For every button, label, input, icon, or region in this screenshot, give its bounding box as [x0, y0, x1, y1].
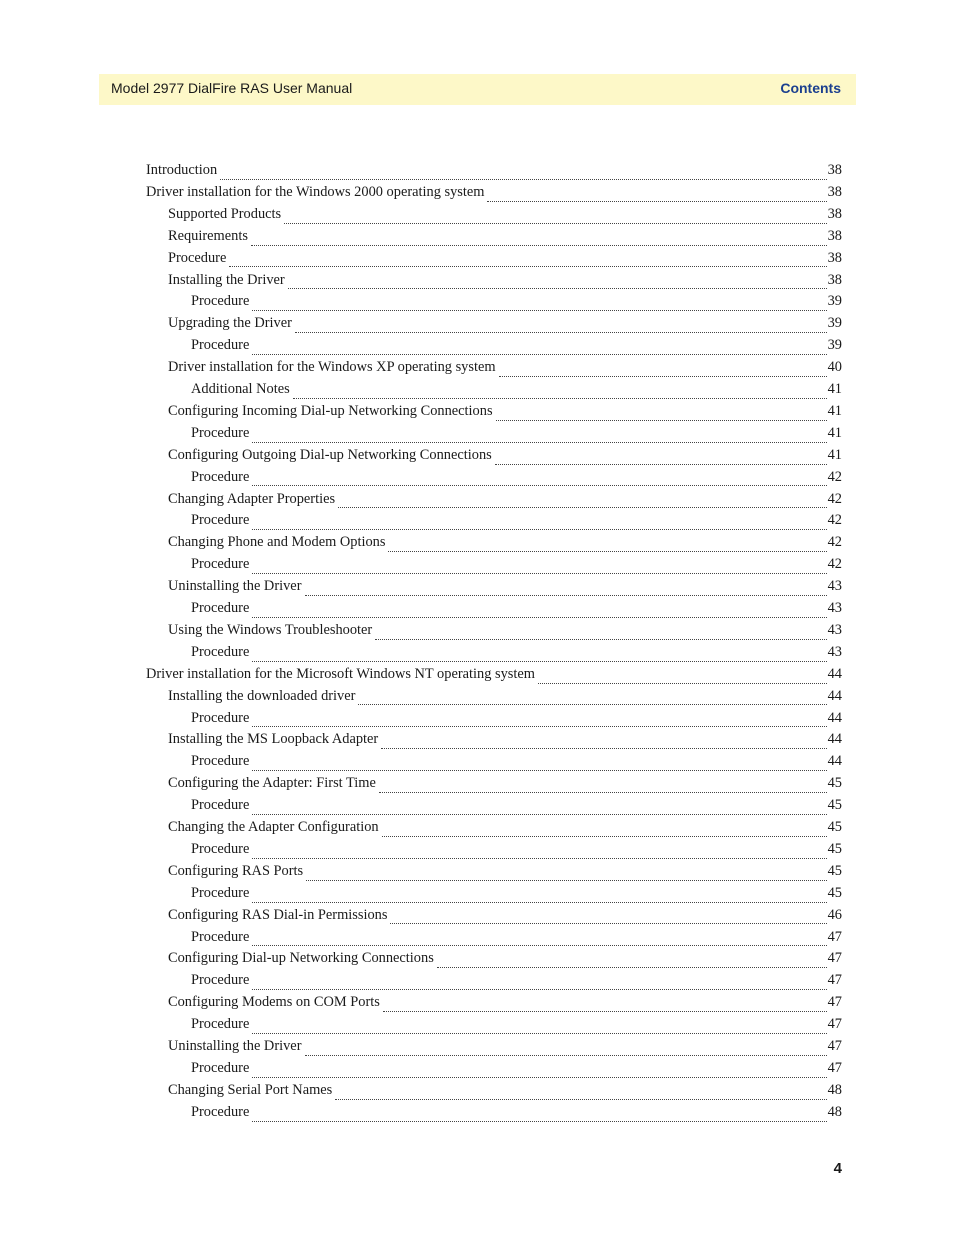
toc-entry-label: Configuring Incoming Dial-up Networking Connections	[168, 402, 493, 419]
dot-leader	[288, 288, 827, 289]
toc-entry-label: Configuring Dial-up Networking Connections	[168, 950, 434, 967]
dot-leader	[383, 1011, 827, 1012]
toc-entry-label: Procedure	[191, 424, 250, 441]
toc-entry[interactable]	[168, 731, 842, 753]
dot-leader	[252, 1121, 826, 1122]
toc-entry-label: Configuring RAS Ports	[168, 862, 304, 879]
toc-entry[interactable]	[146, 184, 842, 206]
dot-leader	[306, 880, 826, 881]
running-header	[99, 74, 856, 105]
toc-entry-page: 48	[827, 1081, 842, 1098]
toc-entry[interactable]	[146, 666, 842, 688]
toc-entry[interactable]	[191, 753, 842, 775]
dot-leader	[382, 836, 827, 837]
toc-entry-label: Driver installation for the Microsoft Windows NT operating system	[146, 665, 535, 682]
toc-entry-label: Installing the downloaded driver	[168, 687, 356, 704]
toc-entry-label: Upgrading the Driver	[168, 315, 292, 332]
toc-entry[interactable]	[191, 469, 842, 491]
toc-entry-page: 38	[827, 183, 842, 200]
toc-entry-label: Procedure	[191, 753, 250, 770]
toc-entry[interactable]	[168, 534, 842, 556]
dot-leader	[252, 770, 826, 771]
toc-entry-label: Procedure	[191, 512, 250, 529]
toc-entry-page: 45	[827, 819, 842, 835]
toc-entry-label: Procedure	[191, 797, 250, 814]
toc-entry[interactable]	[191, 425, 842, 447]
dot-leader	[381, 748, 826, 749]
toc-entry-label: Changing Adapter Properties	[168, 490, 336, 507]
dot-leader	[305, 1055, 827, 1056]
toc-entry[interactable]	[191, 381, 842, 403]
toc-entry[interactable]	[191, 710, 842, 732]
dot-leader	[220, 179, 826, 180]
toc-entry-label: Changing Serial Port Names	[168, 1081, 333, 1098]
dot-leader	[252, 310, 826, 311]
toc-entry-label: Changing the Adapter Configuration	[168, 819, 379, 835]
toc-entry-page: 47	[827, 972, 842, 989]
toc-entry-page: 46	[827, 906, 842, 923]
dot-leader	[252, 442, 826, 443]
toc-entry-page: 40	[827, 359, 842, 376]
toc-entry-label: Requirements	[168, 227, 248, 244]
toc-entry-page: 38	[827, 162, 842, 178]
toc-entry[interactable]	[168, 315, 842, 337]
dot-leader	[358, 704, 826, 705]
toc-entry-label: Procedure	[191, 1016, 250, 1033]
dot-leader	[252, 726, 826, 727]
toc-entry-page: 38	[827, 205, 842, 222]
toc-entry[interactable]	[191, 972, 842, 994]
toc-entry-page: 39	[827, 337, 842, 354]
toc-entry[interactable]	[168, 491, 842, 513]
toc-entry[interactable]	[168, 250, 842, 272]
toc-entry-label: Procedure	[191, 293, 250, 310]
dot-leader	[335, 1099, 826, 1100]
dot-leader	[293, 398, 827, 399]
toc-entry-page: 45	[827, 884, 842, 901]
dot-leader	[284, 223, 826, 224]
dot-leader	[487, 201, 826, 202]
toc-entry-label: Procedure	[191, 600, 250, 616]
section-name-link[interactable]: Contents	[780, 80, 841, 96]
toc-entry[interactable]	[168, 1082, 842, 1104]
toc-entry-page: 44	[827, 665, 842, 682]
toc-entry[interactable]	[191, 1104, 842, 1126]
toc-entry-label: Driver installation for the Windows XP operating system	[168, 359, 496, 376]
toc-entry[interactable]	[168, 907, 842, 929]
toc-entry[interactable]	[168, 819, 842, 841]
toc-entry[interactable]	[191, 512, 842, 534]
toc-entry-label: Configuring Outgoing Dial-up Networking Connections	[168, 446, 492, 463]
dot-leader	[252, 1077, 826, 1078]
toc-entry[interactable]	[168, 950, 842, 972]
toc-entry-page: 43	[827, 621, 842, 638]
toc-entry-page: 42	[827, 490, 842, 507]
toc-entry[interactable]	[168, 359, 842, 381]
toc-entry[interactable]	[191, 556, 842, 578]
toc-entry-page: 45	[827, 775, 842, 792]
toc-entry-page: 45	[827, 840, 842, 857]
toc-entry[interactable]	[168, 1038, 842, 1060]
toc-entry-page: 45	[827, 797, 842, 814]
dot-leader	[252, 858, 826, 859]
toc-entry[interactable]	[146, 162, 842, 184]
toc-entry-label: Configuring the Adapter: First Time	[168, 775, 376, 792]
toc-entry-label: Procedure	[191, 972, 250, 989]
dot-leader	[305, 595, 827, 596]
toc-entry-label: Procedure	[191, 643, 250, 660]
toc-entry-label: Uninstalling the Driver	[168, 578, 302, 595]
dot-leader	[252, 945, 826, 946]
toc-entry[interactable]	[191, 797, 842, 819]
dot-leader	[252, 661, 826, 662]
toc-entry-page: 47	[827, 994, 842, 1011]
toc-entry[interactable]	[191, 600, 842, 622]
toc-entry-page: 44	[827, 709, 842, 726]
toc-entry-label: Procedure	[191, 1103, 250, 1120]
dot-leader	[338, 507, 827, 508]
dot-leader	[390, 923, 826, 924]
toc-entry-page: 43	[827, 643, 842, 660]
toc-entry[interactable]	[168, 206, 842, 228]
page-number: 4	[833, 1160, 842, 1177]
toc-entry-label: Procedure	[191, 884, 250, 901]
toc-entry-page: 39	[827, 315, 842, 332]
dot-leader	[499, 376, 827, 377]
dot-leader	[252, 573, 826, 574]
toc-entry-label: Configuring Modems on COM Ports	[168, 994, 380, 1011]
dot-leader	[252, 617, 826, 618]
toc-entry[interactable]	[168, 775, 842, 797]
dot-leader	[388, 551, 826, 552]
toc-entry[interactable]	[168, 622, 842, 644]
toc-entry-label: Changing Phone and Modem Options	[168, 534, 386, 551]
toc-entry-page: 42	[827, 556, 842, 573]
toc-entry-label: Installing the Driver	[168, 271, 285, 288]
toc-entry[interactable]	[168, 863, 842, 885]
toc-entry-page: 44	[827, 753, 842, 770]
toc-entry-label: Configuring RAS Dial-in Permissions	[168, 906, 388, 923]
toc-entry-page: 41	[827, 381, 842, 397]
dot-leader	[252, 989, 826, 990]
toc-entry[interactable]	[168, 688, 842, 710]
toc-entry-page: 42	[827, 512, 842, 529]
toc-entry[interactable]	[191, 337, 842, 359]
toc-entry[interactable]	[191, 929, 842, 951]
dot-leader	[252, 354, 826, 355]
toc-entry-page: 42	[827, 468, 842, 485]
toc-entry-page: 39	[827, 293, 842, 310]
toc-entry-label: Procedure	[191, 1059, 250, 1076]
dot-leader	[379, 792, 827, 793]
toc-entry-label: Procedure	[191, 337, 250, 354]
toc-entry-page: 38	[827, 271, 842, 288]
toc-entry-label: Using the Windows Troubleshooter	[168, 621, 373, 638]
toc-entry[interactable]	[168, 994, 842, 1016]
dot-leader	[252, 902, 826, 903]
toc-entry-page: 44	[827, 687, 842, 704]
toc-entry-page: 38	[827, 227, 842, 244]
toc-entry-page: 38	[827, 249, 842, 266]
toc-entry[interactable]	[191, 1060, 842, 1082]
dot-leader	[538, 683, 827, 684]
dot-leader	[229, 266, 826, 267]
toc-entry[interactable]	[168, 403, 842, 425]
toc-entry[interactable]	[191, 1016, 842, 1038]
dot-leader	[251, 245, 827, 246]
toc-entry[interactable]	[191, 293, 842, 315]
toc-entry-label: Procedure	[191, 468, 250, 485]
toc-entry[interactable]	[191, 841, 842, 863]
toc-entry-label: Uninstalling the Driver	[168, 1038, 302, 1054]
toc-entry[interactable]	[168, 578, 842, 600]
toc-entry-label: Supported Products	[168, 205, 282, 222]
toc-entry-page: 47	[827, 1059, 842, 1076]
toc-entry-page: 47	[827, 1038, 842, 1054]
toc-entry-label: Procedure	[191, 928, 250, 945]
dot-leader	[252, 529, 826, 530]
toc-entry-page: 43	[827, 578, 842, 595]
toc-entry-page: 41	[827, 402, 842, 419]
dot-leader	[495, 464, 827, 465]
toc-entry-page: 45	[827, 862, 842, 879]
toc-entry-label: Procedure	[191, 556, 250, 573]
dot-leader	[295, 332, 827, 333]
toc-entry-label: Installing the MS Loopback Adapter	[168, 731, 379, 748]
toc-entry-page: 47	[827, 950, 842, 967]
dot-leader	[375, 639, 826, 640]
toc-entry[interactable]	[168, 447, 842, 469]
dot-leader	[496, 420, 827, 421]
toc-entry-page: 47	[827, 1016, 842, 1033]
toc-entry-page: 41	[827, 424, 842, 441]
toc-entry-page: 48	[827, 1103, 842, 1120]
toc-entry-label: Introduction	[146, 162, 218, 178]
dot-leader	[252, 485, 826, 486]
toc-entry-label: Procedure	[168, 249, 227, 266]
document-title: Model 2977 DialFire RAS User Manual	[111, 80, 353, 96]
toc-entry[interactable]	[168, 228, 842, 250]
toc-entry-label: Driver installation for the Windows 2000 operating system	[146, 183, 485, 200]
toc-entry-page: 42	[827, 534, 842, 551]
dot-leader	[252, 814, 826, 815]
toc-entry-page: 47	[827, 928, 842, 945]
toc-entry-label: Additional Notes	[191, 381, 290, 397]
toc-entry[interactable]	[191, 885, 842, 907]
toc-entry[interactable]	[191, 644, 842, 666]
dot-leader	[252, 1033, 826, 1034]
toc-entry-label: Procedure	[191, 840, 250, 857]
toc-entry-label: Procedure	[191, 709, 250, 726]
toc-entry-page: 43	[827, 600, 842, 616]
toc-entry-page: 41	[827, 446, 842, 463]
toc-entry-page: 44	[827, 731, 842, 748]
dot-leader	[437, 967, 827, 968]
toc-entry[interactable]	[168, 272, 842, 294]
